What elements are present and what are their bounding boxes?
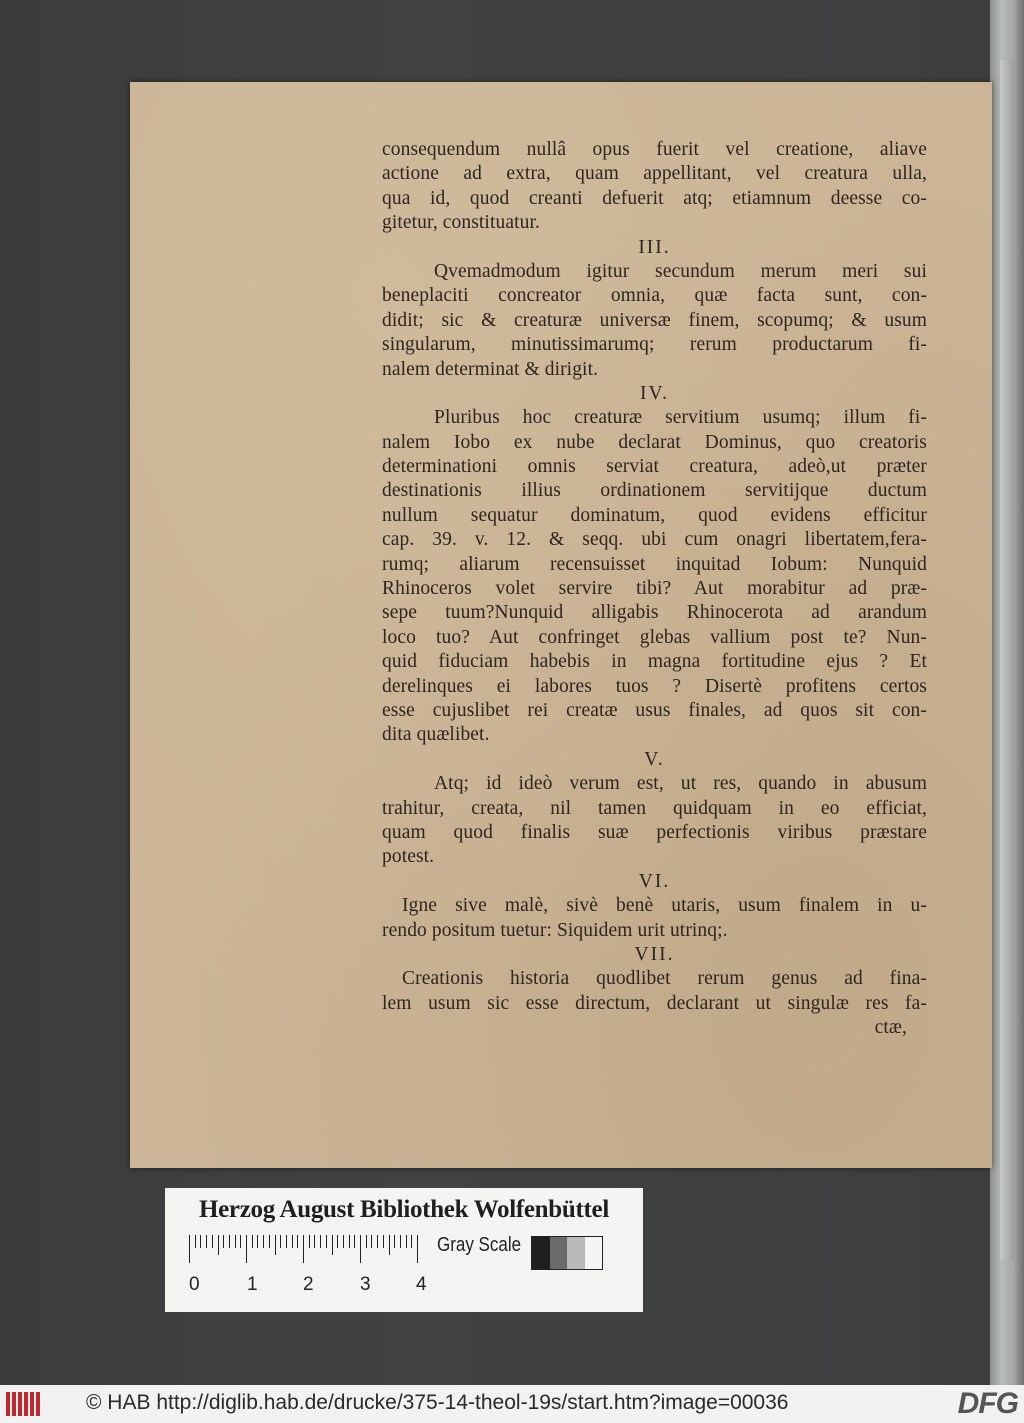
text-line: nullum sequatur dominatum, quod evidens efficitur [382, 504, 927, 526]
text-line: determinationi omnis serviat creatura, adeò,ut præter [382, 456, 927, 478]
text-line: quid fiduciam habebis in magna fortitudine ejus ? Et [382, 651, 927, 673]
text-line: Atq; id ideò verum est, ut res, quando in abusum [434, 773, 927, 795]
text-line: Rhinoceros volet servire tibi? Aut morabitur ad præ- [382, 578, 927, 600]
ruler-tick [218, 1235, 219, 1255]
ruler-tick [229, 1235, 230, 1248]
ruler-tick [343, 1235, 344, 1248]
text-line: Qvemadmodum igitur secundum merum meri sui [434, 260, 927, 282]
text-line: nalem determinat & dirigit. [382, 358, 599, 380]
ruler-tick [240, 1235, 241, 1248]
ruler-tick [286, 1235, 287, 1248]
ruler-tick [417, 1235, 418, 1263]
ruler-tick [377, 1235, 378, 1248]
ruler-tick [394, 1235, 395, 1248]
ruler-tick [349, 1235, 350, 1248]
ruler-tick [383, 1235, 384, 1248]
ruler-tick [400, 1235, 401, 1248]
gray-swatch [567, 1237, 585, 1269]
text-line: gitetur, constituatur. [382, 212, 540, 234]
hab-logo-icon [6, 1392, 46, 1416]
ruler-tick [206, 1235, 207, 1248]
text-line: trahitur, creata, nil tamen quidquam in eo efficiat, [382, 797, 927, 819]
ruler-number: 3 [360, 1274, 371, 1295]
ruler-tick [297, 1235, 298, 1248]
ruler-tick [411, 1235, 412, 1248]
ruler-tick [257, 1235, 258, 1248]
library-label-card [165, 1188, 643, 1312]
ruler-tick [303, 1235, 304, 1263]
ruler-number: 4 [416, 1274, 427, 1295]
ruler-tick [263, 1235, 264, 1248]
ruler-tick [212, 1235, 213, 1248]
text-line: derelinques ei labores tuos ? Disertè profitens certos [382, 675, 927, 697]
ruler-number: 0 [189, 1274, 200, 1295]
ruler-tick [189, 1235, 190, 1263]
page-text [382, 138, 927, 1040]
ruler-tick [235, 1235, 236, 1248]
dfg-logo: DFG [957, 1387, 1018, 1420]
ruler-tick [280, 1235, 281, 1248]
ruler-tick [195, 1235, 196, 1248]
text-line: beneplaciti concreator omnia, quæ facta sunt, con- [382, 285, 927, 307]
ruler-tick [314, 1235, 315, 1248]
text-line: cap. 39. v. 12. & seqq. ubi cum onagri libertatem,fera- [382, 529, 927, 551]
gray-swatch [532, 1237, 550, 1269]
gray-swatch [550, 1237, 568, 1269]
ruler-tick [292, 1235, 293, 1248]
text-line: rumq; aliarum recensuisset inquitad Iobum: Nunquid [382, 553, 927, 575]
text-line: dita quælibet. [382, 724, 490, 746]
gray-scale-swatches [531, 1236, 603, 1270]
section-heading: IV. [640, 382, 669, 404]
text-line: Pluribus hoc creaturæ servitium usumq; illum fi- [434, 407, 927, 429]
gray-swatch [585, 1237, 603, 1269]
text-line: sepe tuum?Nunquid alligabis Rhinocerota ad arandum [382, 602, 927, 624]
section-heading: V. [644, 748, 665, 770]
footer-bar [0, 1385, 1024, 1423]
ruler-tick [337, 1235, 338, 1248]
ruler-tick [320, 1235, 321, 1248]
text-line: consequendum nullâ opus fuerit vel creatione, aliave [382, 139, 927, 160]
text-line: esse cujuslibet rei creatæ usus finales, ad quos sit con- [382, 699, 927, 721]
ruler-tick [200, 1235, 201, 1248]
scale-ruler [189, 1235, 424, 1263]
text-line: potest. [382, 846, 435, 868]
section-heading: III. [638, 236, 671, 258]
text-line: didit; sic & creaturæ universæ finem, scopumq; & usum [382, 309, 927, 331]
library-name: Herzog August Bibliothek Wolfenbüttel [198, 1196, 609, 1223]
ruler-tick [366, 1235, 367, 1248]
ruler-tick [223, 1235, 224, 1248]
section-heading: VII. [634, 943, 675, 965]
ruler-tick [326, 1235, 327, 1248]
text-line: actione ad extra, quam appellitant, vel creatura ulla, [382, 163, 927, 185]
text-line: singularum, minutissimarumq; rerum productarum fi- [382, 334, 927, 356]
text-line: destinationis illius ordinationem servitijque ductum [382, 480, 927, 502]
ruler-tick [332, 1235, 333, 1255]
text-line: qua id, quod creanti defuerit atq; etiamnum deesse co- [382, 187, 927, 209]
ruler-tick [371, 1235, 372, 1248]
ruler-number: 2 [303, 1274, 314, 1295]
ruler-tick [269, 1235, 270, 1248]
gray-scale-label: Gray Scale [437, 1234, 522, 1256]
ruler-tick [309, 1235, 310, 1248]
ruler-tick [275, 1235, 276, 1255]
catchword: ctæ, [874, 1017, 907, 1039]
copyright-url: © HAB http://diglib.hab.de/drucke/375-14-theol-19s/start.htm?image=00036 [86, 1391, 789, 1414]
text-line: loco tuo? Aut confringet glebas vallium post te? Nun- [382, 626, 927, 648]
ruler-number: 1 [247, 1274, 258, 1295]
section-heading: VI. [638, 870, 671, 892]
book-edge-highlight [1000, 60, 1014, 1260]
ruler-tick [389, 1235, 390, 1255]
ruler-tick [360, 1235, 361, 1263]
text-line: rendo positum tuetur: Siquidem urit utrinq;. [382, 919, 728, 941]
ruler-tick [354, 1235, 355, 1248]
text-line: Igne sive malè, sivè benè utaris, usum finalem in u- [402, 895, 927, 917]
ruler-tick [406, 1235, 407, 1248]
text-line: Creationis historia quodlibet rerum genus ad fina- [402, 968, 927, 990]
text-line: nalem Iobo ex nube declarat Dominus, quo creatoris [382, 431, 927, 453]
text-line: lem usum sic esse directum, declarant ut singulæ res fa- [382, 992, 927, 1014]
ruler-tick [252, 1235, 253, 1248]
text-line: quam quod finalis suæ perfectionis viribus præstare [382, 821, 927, 843]
ruler-tick [246, 1235, 247, 1263]
